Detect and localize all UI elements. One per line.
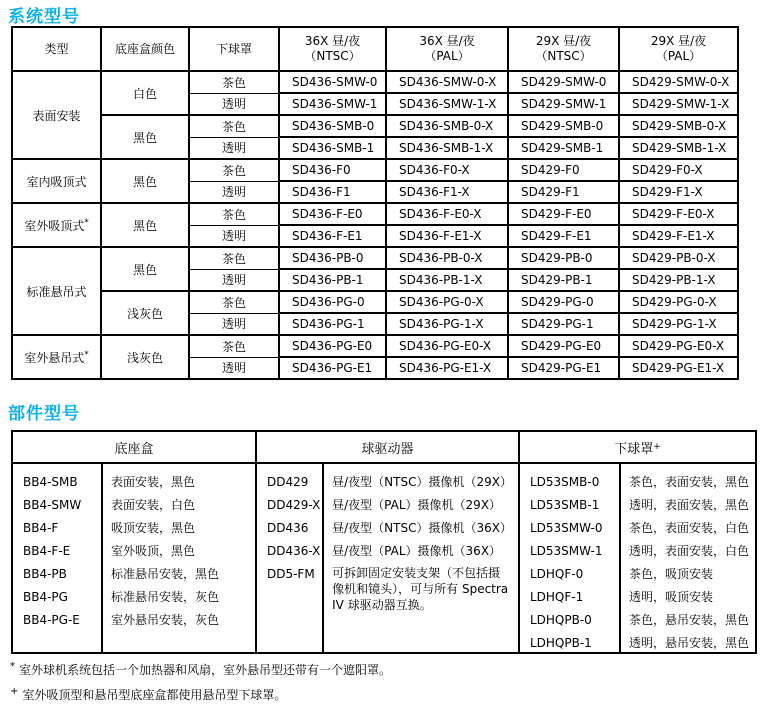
part-code: LD53SMB-0 xyxy=(529,474,600,489)
model-cell: SD436-F0 xyxy=(279,159,386,181)
table-header-row xyxy=(12,27,738,71)
dome-cell: 透明 xyxy=(189,357,279,379)
header-29x-pal: 29X 昼/夜 （PAL） xyxy=(619,27,738,71)
model-cell: SD429-SMB-0-X xyxy=(619,115,738,137)
model-cell: SD429-SMW-1-X xyxy=(619,93,738,115)
model-cell: SD436-SMB-0 xyxy=(279,115,386,137)
part-code: LDHQPB-0 xyxy=(529,612,592,627)
table-row xyxy=(12,115,738,137)
footnote-outdoor-systems: * 室外球机系统包括一个加热器和风扇，室外悬吊型还带有一个遮阳罩。 xyxy=(10,661,392,677)
model-cell: SD436-SMW-1-X xyxy=(386,93,508,115)
dome-cell: 透明 xyxy=(189,269,279,291)
color-cell: 黑色 xyxy=(101,115,189,159)
footnote-lower-dome: + 室外吸顶型和悬吊型底座盒都使用悬吊型下球罩。 xyxy=(10,686,287,702)
model-cell: SD436-SMW-0-X xyxy=(386,71,508,93)
description-column xyxy=(322,464,518,652)
part-desc: 茶色，表面安装，黑色 xyxy=(628,475,749,489)
description-column xyxy=(619,464,755,652)
model-cell: SD436-PG-0 xyxy=(279,291,386,313)
footnote-marker: * xyxy=(10,661,15,672)
model-cell: SD429-PB-0 xyxy=(508,247,619,269)
code-column xyxy=(257,464,322,652)
footnote-marker: * xyxy=(84,217,89,228)
model-cell: SD436-F-E1 xyxy=(279,225,386,247)
part-desc: 昼/夜型（PAL）摄像机（36X） xyxy=(332,544,502,558)
part-desc: 室外吸顶，黑色 xyxy=(111,544,196,558)
part-desc: 标准悬吊安装，黑色 xyxy=(111,567,220,581)
model-cell: SD436-SMB-1-X xyxy=(386,137,508,159)
model-cell: SD429-F-E0 xyxy=(508,203,619,225)
part-desc: 可拆卸固定安装支架（不包括摄像机和镜头），可与所有 Spectra IV 球驱动器互换。 xyxy=(332,566,509,612)
model-cell: SD436-SMB-1 xyxy=(279,137,386,159)
type-cell: 室外吸顶式* xyxy=(12,203,101,247)
code-column xyxy=(13,464,101,652)
footnote-marker: * xyxy=(84,349,89,360)
section-header-back-box: 底座盒 xyxy=(13,432,255,464)
model-cell: SD436-F0-X xyxy=(386,159,508,181)
model-cell: SD436-PG-0-X xyxy=(386,291,508,313)
model-cell: SD429-F1 xyxy=(508,181,619,203)
part-desc: 茶色，吸顶安装 xyxy=(628,567,713,581)
color-cell: 白色 xyxy=(101,71,189,115)
part-code: BB4-PG-E xyxy=(23,612,80,627)
dome-cell: 透明 xyxy=(189,181,279,203)
part-desc: 吸顶安装，黑色 xyxy=(111,521,196,535)
model-cell: SD429-SMW-0 xyxy=(508,71,619,93)
table-row xyxy=(12,203,738,225)
color-cell: 浅灰色 xyxy=(101,291,189,335)
model-cell: SD436-PG-E1 xyxy=(279,357,386,379)
model-cell: SD429-PB-0-X xyxy=(619,247,738,269)
part-code: BB4-PB xyxy=(23,566,67,581)
model-cell: SD429-F-E1-X xyxy=(619,225,738,247)
part-code: BB4-SMB xyxy=(23,474,78,489)
code-column xyxy=(520,464,619,652)
part-code: LDHQF-0 xyxy=(529,566,584,581)
part-desc: 昼/夜型（PAL）摄像机（29X） xyxy=(332,498,502,512)
part-desc: 茶色，悬吊安装，黑色 xyxy=(628,613,749,627)
part-code: DD429-X xyxy=(266,497,321,512)
model-cell: SD429-F-E1 xyxy=(508,225,619,247)
model-cell: SD436-F-E1-X xyxy=(386,225,508,247)
footnote-marker: + xyxy=(10,686,19,697)
dome-cell: 茶色 xyxy=(189,291,279,313)
color-cell: 黑色 xyxy=(101,159,189,203)
part-desc: 透明，表面安装，黑色 xyxy=(628,498,749,512)
header-dome: 下球罩 xyxy=(189,27,279,71)
model-cell: SD436-PB-1 xyxy=(279,269,386,291)
part-code: LD53SMB-1 xyxy=(529,497,600,512)
part-code: BB4-PG xyxy=(23,589,68,604)
part-desc: 室外悬吊安装，灰色 xyxy=(111,613,220,627)
part-desc: 茶色，表面安装，白色 xyxy=(628,521,749,535)
table-row xyxy=(12,159,738,181)
model-cell: SD429-SMW-0-X xyxy=(619,71,738,93)
model-cell: SD436-PG-1-X xyxy=(386,313,508,335)
part-code: BB4-F-E xyxy=(23,543,71,558)
table-row xyxy=(12,335,738,357)
model-cell: SD429-PG-1-X xyxy=(619,313,738,335)
model-cell: SD429-PB-1-X xyxy=(619,269,738,291)
color-cell: 浅灰色 xyxy=(101,335,189,379)
model-cell: SD436-PB-0-X xyxy=(386,247,508,269)
table-row xyxy=(12,247,738,269)
type-cell: 标准悬吊式 xyxy=(12,247,101,335)
part-code: DD5-FM xyxy=(266,566,315,581)
model-cell: SD429-SMB-1-X xyxy=(619,137,738,159)
model-cell: SD436-F1 xyxy=(279,181,386,203)
model-cell: SD429-SMW-1 xyxy=(508,93,619,115)
dome-cell: 透明 xyxy=(189,225,279,247)
table-row xyxy=(12,71,738,93)
part-desc: 透明，吸顶安装 xyxy=(628,590,713,604)
part-desc: 昼/夜型（NTSC）摄像机（36X） xyxy=(332,521,512,535)
model-cell: SD429-SMB-1 xyxy=(508,137,619,159)
model-cell: SD436-PG-E0-X xyxy=(386,335,508,357)
header-36x-ntsc: 36X 昼/夜 （NTSC） xyxy=(279,27,386,71)
section-dome-drive xyxy=(255,432,518,652)
color-cell: 黑色 xyxy=(101,203,189,247)
model-cell: SD436-PG-E0 xyxy=(279,335,386,357)
part-code: BB4-SMW xyxy=(23,497,82,512)
type-cell: 表面安装 xyxy=(12,71,101,159)
dome-cell: 茶色 xyxy=(189,115,279,137)
dome-cell: 茶色 xyxy=(189,159,279,181)
section-header-lower-dome: 下球罩 + xyxy=(520,432,755,464)
model-cell: SD436-SMB-0-X xyxy=(386,115,508,137)
model-cell: SD436-SMW-1 xyxy=(279,93,386,115)
model-cell: SD429-PG-0-X xyxy=(619,291,738,313)
model-cell: SD429-PG-E0-X xyxy=(619,335,738,357)
header-29x-ntsc: 29X 昼/夜 （NTSC） xyxy=(508,27,619,71)
section-header-dome-drive: 球驱动器 xyxy=(257,432,518,464)
system-models-title: 系统型号 xyxy=(8,7,80,27)
model-cell: SD429-PB-1 xyxy=(508,269,619,291)
part-code: LD53SMW-1 xyxy=(529,543,603,558)
color-cell: 黑色 xyxy=(101,247,189,291)
model-cell: SD429-SMB-0 xyxy=(508,115,619,137)
model-cell: SD429-PG-0 xyxy=(508,291,619,313)
part-code: BB4-F xyxy=(23,520,59,535)
type-cell: 室外悬吊式* xyxy=(12,335,101,379)
model-cell: SD436-PB-1-X xyxy=(386,269,508,291)
model-cell: SD436-PB-0 xyxy=(279,247,386,269)
model-cell: SD429-F1-X xyxy=(619,181,738,203)
part-code: DD436-X xyxy=(266,543,321,558)
model-cell: SD429-PG-E0 xyxy=(508,335,619,357)
part-desc: 昼/夜型（NTSC）摄像机（29X） xyxy=(332,475,512,489)
dome-cell: 茶色 xyxy=(189,335,279,357)
model-cell: SD436-PG-E1-X xyxy=(386,357,508,379)
section-lower-dome xyxy=(518,432,755,652)
dome-cell: 透明 xyxy=(189,313,279,335)
parts-models-title: 部件型号 xyxy=(8,404,80,424)
system-models-table xyxy=(11,26,739,380)
section-back-box xyxy=(13,432,255,652)
dome-cell: 透明 xyxy=(189,93,279,115)
type-cell: 室内吸顶式 xyxy=(12,159,101,203)
header-box-color: 底座盒颜色 xyxy=(101,27,189,71)
model-cell: SD436-F-E0 xyxy=(279,203,386,225)
table-row xyxy=(12,291,738,313)
part-desc: 透明，悬吊安装，黑色 xyxy=(628,636,749,650)
dome-cell: 茶色 xyxy=(189,203,279,225)
dome-cell: 茶色 xyxy=(189,247,279,269)
model-cell: SD429-F0 xyxy=(508,159,619,181)
model-cell: SD429-F0-X xyxy=(619,159,738,181)
model-cell: SD436-SMW-0 xyxy=(279,71,386,93)
description-column xyxy=(101,464,255,652)
header-type: 类型 xyxy=(12,27,101,71)
part-desc: 表面安装，白色 xyxy=(111,498,196,512)
part-code: LDHQF-1 xyxy=(529,589,584,604)
part-desc: 标准悬吊安装，灰色 xyxy=(111,590,220,604)
part-code: DD436 xyxy=(266,520,309,535)
model-cell: SD429-PG-E1 xyxy=(508,357,619,379)
header-36x-pal: 36X 昼/夜 （PAL） xyxy=(386,27,508,71)
model-cell: SD429-F-E0-X xyxy=(619,203,738,225)
model-cell: SD436-F-E0-X xyxy=(386,203,508,225)
part-desc: 表面安装，黑色 xyxy=(111,475,196,489)
model-cell: SD436-PG-1 xyxy=(279,313,386,335)
dome-cell: 茶色 xyxy=(189,71,279,93)
model-cell: SD429-PG-1 xyxy=(508,313,619,335)
model-cell: SD436-F1-X xyxy=(386,181,508,203)
model-cell: SD429-PG-E1-X xyxy=(619,357,738,379)
parts-models-table xyxy=(11,430,757,654)
part-code: DD429 xyxy=(266,474,309,489)
part-code: LD53SMW-0 xyxy=(529,520,603,535)
part-code: LDHQPB-1 xyxy=(529,635,592,650)
part-desc: 透明，表面安装，白色 xyxy=(628,544,749,558)
dome-cell: 透明 xyxy=(189,137,279,159)
